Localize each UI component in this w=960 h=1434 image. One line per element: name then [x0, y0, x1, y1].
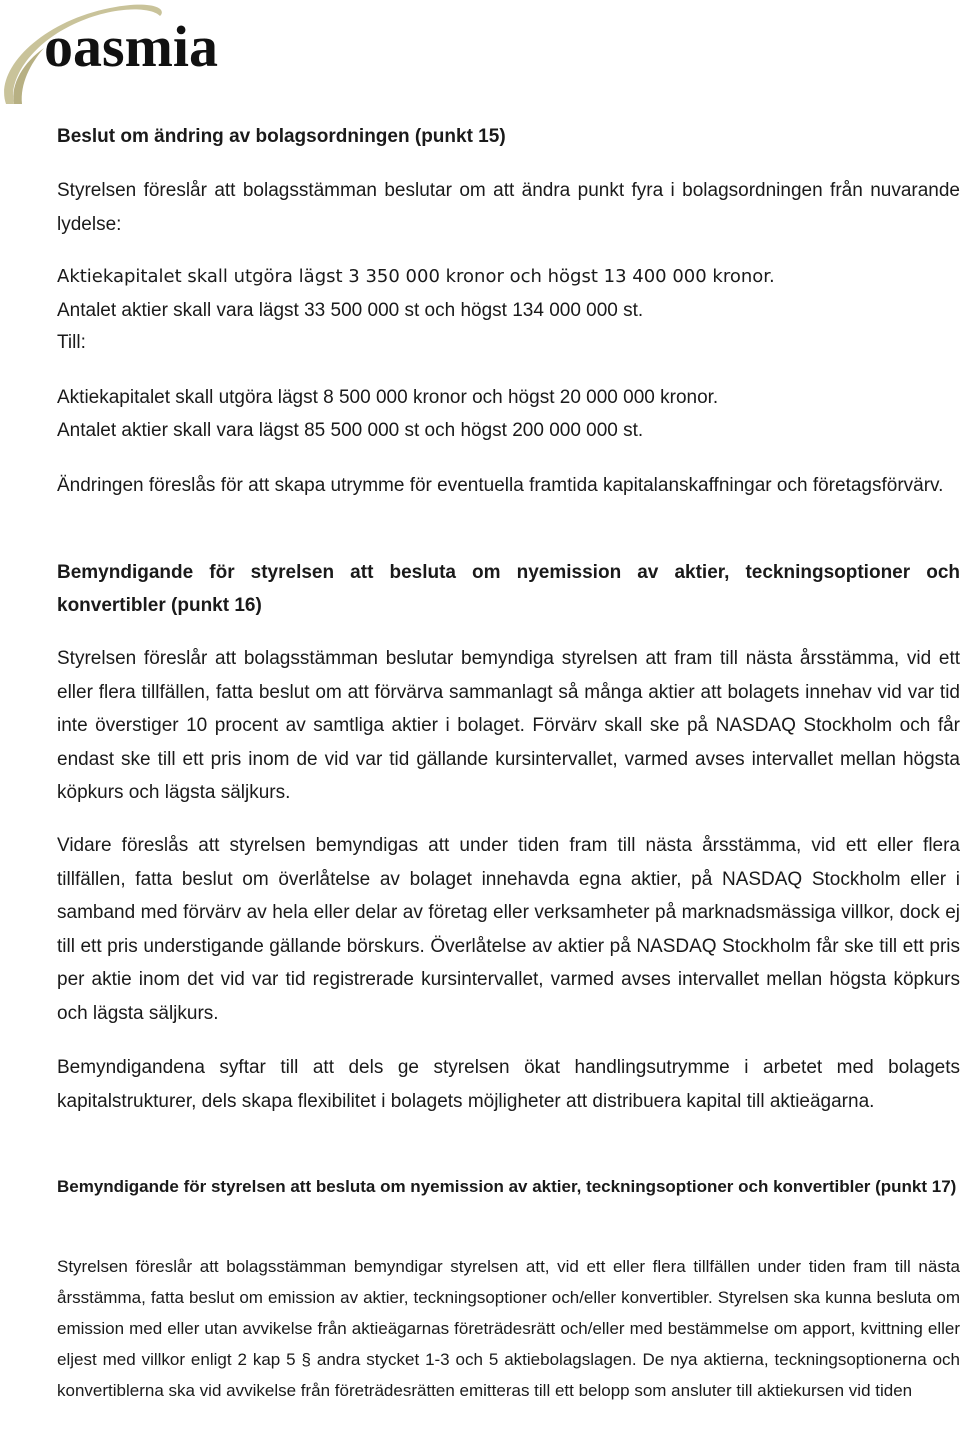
till-label: Till:	[57, 332, 86, 353]
heading-punkt-15: Beslut om ändring av bolagsordningen (punkt 15)	[57, 126, 506, 147]
paragraph-16-acquisition: Styrelsen föreslår att bolagsstämman beslutar bemyndiga styrelsen att fram till nästa årsstämma, vid ett eller flera tillfällen, fatta beslut om att förvärva sammanlagt så många aktier att bolagets innehav vid var tid inte överstiger 10 procent av samtliga aktier i bolaget. Förvärv skall ske på NASDAQ Stockholm och får endast ske till ett pris inom de vid var tid gällande kursintervallet, varmed avses intervallet mellan högsta köpkurs och lägsta säljkurs.	[57, 648, 960, 803]
new-wording-line-1: Aktiekapitalet skall utgöra lägst 8 500 000 kronor och högst 20 000 000 kronor.	[57, 387, 719, 408]
old-wording-line-1: Aktiekapitalet skall utgöra lägst 3 350 000 kronor och högst 13 400 000 kronor.	[57, 266, 775, 287]
old-wording-line-2: Antalet aktier skall vara lägst 33 500 000 st och högst 134 000 000 st.	[57, 300, 644, 321]
paragraph-intro-15: Styrelsen föreslår att bolagsstämman beslutar om att ändra punkt fyra i bolagsordningen från nuvarande lydelse:	[57, 180, 960, 235]
oasmia-logo	[0, 0, 270, 112]
heading-punkt-16: Bemyndigande för styrelsen att besluta om nyemission av aktier, teckningsoptioner och konvertibler (punkt 16)	[57, 562, 960, 616]
paragraph-17: Styrelsen föreslår att bolagsstämman bemyndigar styrelsen att, vid ett eller flera tillfällen under tiden fram till nästa årsstämma, fatta beslut om emission av aktier, teckningsoptioner och/eller konvertibler. Styrelsen ska kunna besluta om emission med eller utan avvikelse från aktieägarnas företrädesrätt och/eller med bestämmelse om apport, kvittning eller eljest med villkor enligt 2 kap 5 § andra stycket 1-3 och 5 aktiebolagslagen. De nya aktierna, teckningsoptionerna och konvertiblerna ska vid avvikelse från företrädesrätten emitteras till ett belopp som ansluter till aktiekursen vid tiden	[57, 1257, 960, 1400]
logo-wordmark: oasmia	[44, 14, 218, 79]
paragraph-16-purpose: Bemyndigandena syftar till att dels ge styrelsen ökat handlingsutrymme i arbetet med bolagets kapitalstrukturer, dels skapa flexibilitet i bolagets möjligheter att distribuera kapital till aktieägarna.	[57, 1057, 960, 1112]
heading-punkt-17: Bemyndigande för styrelsen att besluta om nyemission av aktier, teckningsoptioner och konvertibler (punkt 17)	[57, 1177, 957, 1196]
paragraph-reason-15: Ändringen föreslås för att skapa utrymme för eventuella framtida kapitalanskaffningar och företagsförvärv.	[57, 475, 944, 496]
paragraph-16-transfer: Vidare föreslås att styrelsen bemyndigas att under tiden fram till nästa årsstämma, vid ett eller flera tillfällen, fatta beslut om överlåtelse av bolaget innehavda egna aktier, på NASDAQ Stockholm eller i samband med förvärv av hela eller delar av företag eller verksamheter på marknadsmässiga villkor, dock ej till ett pris understigande gällande börskurs. Överlåtelse av aktier på NASDAQ Stockholm får ske till ett pris per aktie inom det vid var tid registrerade kursintervallet, varmed avses intervallet mellan högsta köpkurs och lägsta säljkurs.	[57, 835, 960, 1024]
new-wording-line-2: Antalet aktier skall vara lägst 85 500 000 st och högst 200 000 000 st.	[57, 420, 644, 441]
